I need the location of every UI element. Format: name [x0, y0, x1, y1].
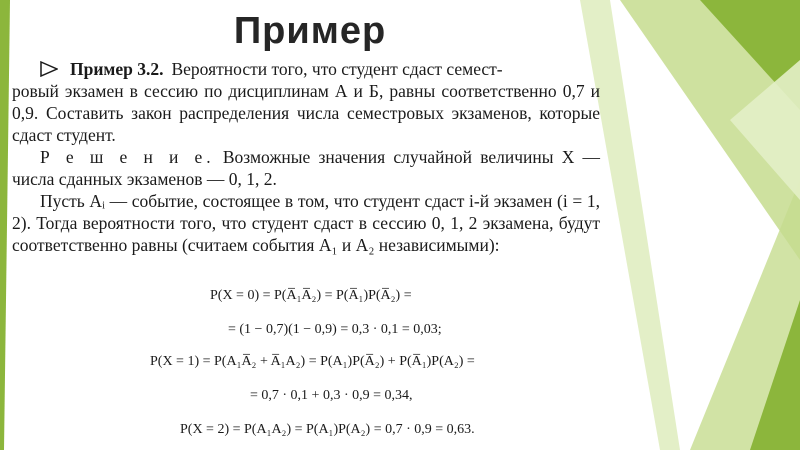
problem-first-text: Вероятности того, что студент сдаст семест-: [171, 59, 503, 79]
problem-content: [12, 58, 601, 256]
formula-p1: P(X = 1) = P(A₁A̅₂ + A̅₁A₂) = P(A₁)P(A̅₂) + P(A̅₁)P(A₂) =: [150, 354, 475, 369]
right-decor-shapes: [580, 0, 800, 450]
formula-p2: P(X = 2) = P(A₁A₂) = P(A₁)P(A₂) = 0,7 · 0,9 = 0,63.: [180, 422, 475, 437]
solution-label: Р е ш е н и е.: [40, 147, 215, 167]
formula-p0-value: = (1 − 0,7)(1 − 0,9) = 0,3 · 0,1 = 0,03;: [228, 322, 442, 337]
play-triangle-icon: [40, 61, 58, 77]
problem-first-line: [40, 58, 600, 80]
slide-title: Пример: [233, 10, 387, 52]
solution-text: Возможные значения случайной величины X — числа сданных экзаменов — 0, 1, 2.: [12, 147, 601, 189]
left-decor-stripe: [0, 0, 12, 450]
solution-paragraph: [12, 146, 600, 190]
formula-p0: P(X = 0) = P(A̅₁A̅₂) = P(A̅₁)P(A̅₂) =: [210, 288, 412, 303]
problem-text: ровый экзамен в сессию по дисциплинам А и Б, равны соответственно 0,7 и 0,9. Составить закон распределения числа семестровых экзаменов, которые сдаст студент.: [12, 81, 600, 145]
event-paragraph: Пусть Aᵢ — событие, состоящее в том, что студент сдаст i-й экзамен (i = 1, 2). Тогда вероятности того, что студент сдаст в сессию 0, 1, 2 экзамена, будут соответственно равны (считаем события A₁ и A₂ независимыми):: [12, 191, 600, 255]
formula-p1-value: = 0,7 · 0,1 + 0,3 · 0,9 = 0,34,: [250, 388, 413, 403]
example-heading: Пример 3.2.: [70, 59, 164, 79]
